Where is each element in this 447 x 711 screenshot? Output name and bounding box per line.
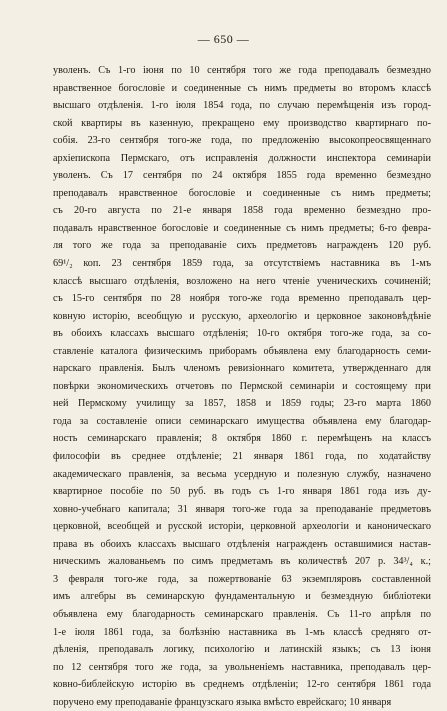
text-line: по 12 сентября того же года, за увольненіемъ наставника, преподавалъ цер- bbox=[53, 661, 431, 673]
text-line: квартирное пособіе по 50 руб. въ годъ съ 1-го января 1861 года изъ ду- bbox=[53, 486, 431, 498]
text-line: академическаго правленія, за весьма усердную и полезную службу, назначено bbox=[53, 468, 431, 480]
text-line: классѣ высшаго отдѣленія, возложено на него чтеніе ученическихъ сочиненій; bbox=[53, 275, 431, 287]
text-line: 69¹/₂ коп. 23 сентября 1859 года, за отсутствіемъ наставника въ 1-мъ bbox=[53, 258, 431, 270]
text-line: ской квартиры въ казенную, прекращено ему производство квартирнаго по- bbox=[53, 117, 431, 129]
text-line: нарскаго правленія. Былъ членомъ ревизіоннаго комитета, утвержденнаго для bbox=[53, 363, 431, 375]
text-line: ля того же года за преподаваніе сихъ предметовъ награжденъ 120 руб. bbox=[53, 240, 431, 252]
text-line: 1-е іюля 1861 года, за болѣзнію наставника въ 1-мъ классѣ средняго от- bbox=[53, 626, 431, 638]
text-line: архіепископа Пермскаго, отъ исправленія должности инспектора семинаріи bbox=[53, 152, 431, 164]
text-line: 3 февраля того-же года, за пожертвованіе 63 экземпляровъ составленной bbox=[53, 573, 431, 585]
text-line: философіи въ среднее отдѣленіе; 21 января 1861 года, по ходатайству bbox=[53, 451, 431, 463]
text-line: права въ обоихъ классахъ высшаго отдѣленія награжденъ оставшимися настав- bbox=[53, 538, 431, 550]
text-line: нравственное богословіе и соединенные съ нимъ предметы во второмъ классѣ bbox=[53, 82, 431, 94]
text-line: ставленіе каталога физическимъ приборамъ объявлена ему благодарность семи- bbox=[53, 345, 431, 357]
text-line: подавалъ нравственное богословіе и соединенные съ нимъ предметы; 6-го февра- bbox=[53, 222, 431, 234]
text-line: дѣленія, преподавалъ логику, психологію и латинскій языкъ; съ 13 іюня bbox=[53, 644, 431, 656]
page-number: — 650 — bbox=[197, 32, 250, 46]
text-line: имъ алгебры въ семинарскую фундаментальную и безмездную библіотеки bbox=[53, 591, 431, 603]
text-line: объявлена ему благодарность семинарскаго правленія. Съ 11-го апрѣля по bbox=[53, 608, 431, 620]
text-line: ковную исторію, всеобщую и русскую, археологію и церковное законовѣдѣніе bbox=[53, 310, 431, 322]
text-line: ховно-учебнаго капитала; 31 января того-же года за преподаваніе предметовъ bbox=[53, 503, 431, 515]
text-line: уволенъ. Съ 1-го іюня по 10 сентября того же года преподавалъ безмездно bbox=[53, 65, 431, 76]
text-line: съ 20-го августа по 21-е января 1858 года временно безмездно про- bbox=[53, 205, 431, 217]
text-line: поручено ему преподаваніе французскаго языка вмѣсто еврейскаго; 10 января bbox=[53, 696, 392, 708]
text-line: преподавалъ нравственное богословіе и соединенные съ нимъ предметы; bbox=[53, 187, 431, 199]
text-line: высшаго отдѣленія. 1-го іюля 1854 года, по случаю перемѣщенія изъ город- bbox=[53, 100, 431, 112]
text-line: уволенъ. Съ 17 сентября по 24 октября 1855 года временно безмездно bbox=[53, 170, 431, 182]
text-line: повѣрки экономическихъ отчетовъ по Пермской семинаріи и состоящему при bbox=[53, 380, 431, 392]
text-line: собія. 23-го сентября того-же года, по предложенію высокопреосвященнаго bbox=[53, 135, 431, 147]
text-line: ковно-библейскую исторію въ среднемъ отдѣленіи; 12-го сентября 1861 года bbox=[53, 679, 431, 691]
text-line: ническимъ жалованьемъ по симъ предметамъ въ количествѣ 207 р. 34³/₄ к.; bbox=[53, 556, 431, 568]
text-line: ней Пермскому училищу за 1857, 1858 и 1859 годы; 23-го марта 1860 bbox=[53, 398, 431, 410]
text-line: съ 15-го сентября по 28 ноября того-же года временно преподавалъ цер- bbox=[53, 293, 431, 305]
text-line: въ обоихъ классахъ высшаго отдѣленія; 10-го октября того-же года, за со- bbox=[53, 328, 431, 340]
text-line: ность семинарскаго правленія; 8 октября 1860 г. перемѣщенъ на классъ bbox=[53, 433, 431, 445]
text-line: церковной, всеобщей и русской исторіи, церковной археологіи и каноническаго bbox=[53, 521, 431, 533]
body-text bbox=[53, 62, 431, 711]
text-line: года за составленіе описи семинарскаго имущества объявлена ему благодар- bbox=[53, 415, 431, 427]
